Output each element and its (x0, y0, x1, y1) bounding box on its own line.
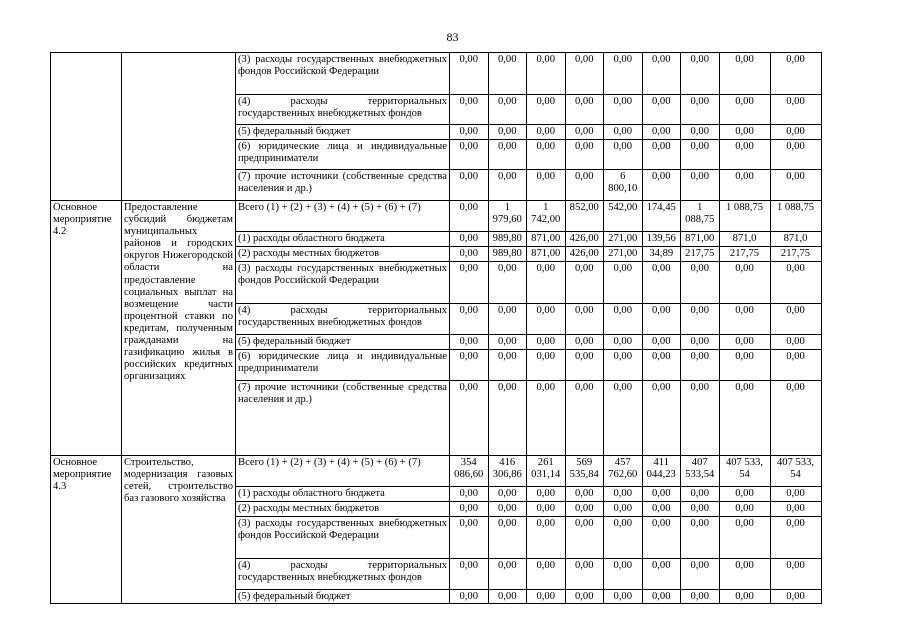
funding-table (50, 52, 822, 604)
value-cell: 0,00 (450, 335, 489, 350)
value-cell: 0,00 (527, 590, 566, 604)
value-cell: 0,00 (488, 125, 527, 140)
value-cell: 0,00 (450, 590, 489, 604)
measure-cell: Основное мероприятие 4.2 (51, 201, 122, 456)
funding-source-cell: (5) федеральный бюджет (236, 125, 450, 140)
value-cell: 0,00 (719, 381, 770, 456)
value-cell: 0,00 (604, 350, 643, 381)
value-cell: 1 088,75 (681, 201, 720, 232)
value-cell: 0,00 (604, 304, 643, 335)
funding-source-cell: (4) расходы территориальных государственных внебюджетных фондов (236, 559, 450, 590)
value-cell: 0,00 (450, 201, 489, 232)
value-cell: 0,00 (681, 53, 720, 95)
value-cell: 407 533, 54 (770, 456, 821, 487)
value-cell: 271,00 (604, 247, 643, 262)
value-cell: 407 533, 54 (719, 456, 770, 487)
value-cell: 0,00 (719, 140, 770, 170)
value-cell: 457 762,60 (604, 456, 643, 487)
value-cell: 0,00 (565, 335, 604, 350)
value-cell: 0,00 (488, 95, 527, 125)
value-cell: 0,00 (681, 559, 720, 590)
value-cell: 0,00 (719, 304, 770, 335)
value-cell: 0,00 (681, 170, 720, 201)
value-cell: 0,00 (488, 53, 527, 95)
table-row (51, 456, 822, 487)
value-cell: 217,75 (719, 247, 770, 262)
value-cell: 0,00 (681, 487, 720, 502)
value-cell: 0,00 (719, 170, 770, 201)
value-cell: 0,00 (488, 350, 527, 381)
value-cell: 0,00 (770, 95, 821, 125)
value-cell: 416 306,86 (488, 456, 527, 487)
funding-source-cell: (1) расходы областного бюджета (236, 487, 450, 502)
value-cell: 0,00 (450, 53, 489, 95)
value-cell: 426,00 (565, 247, 604, 262)
value-cell: 0,00 (719, 53, 770, 95)
value-cell: 0,00 (450, 559, 489, 590)
value-cell: 0,00 (527, 381, 566, 456)
value-cell: 0,00 (681, 304, 720, 335)
value-cell: 0,00 (565, 95, 604, 125)
value-cell: 871,00 (681, 232, 720, 247)
value-cell: 0,00 (565, 350, 604, 381)
value-cell: 0,00 (770, 140, 821, 170)
value-cell: 0,00 (450, 350, 489, 381)
value-cell: 217,75 (681, 247, 720, 262)
value-cell: 0,00 (642, 335, 681, 350)
value-cell: 0,00 (681, 262, 720, 304)
value-cell: 0,00 (450, 247, 489, 262)
value-cell: 0,00 (681, 335, 720, 350)
value-cell: 871,0 (719, 232, 770, 247)
value-cell: 569 535,84 (565, 456, 604, 487)
value-cell: 0,00 (604, 262, 643, 304)
description-cell: Строительство, модернизация газовых сетей, строительство баз газового хозяйства (122, 456, 236, 604)
value-cell: 0,00 (719, 559, 770, 590)
value-cell: 0,00 (450, 487, 489, 502)
value-cell: 0,00 (527, 517, 566, 559)
value-cell: 0,00 (681, 381, 720, 456)
value-cell: 0,00 (681, 140, 720, 170)
value-cell: 0,00 (642, 502, 681, 517)
value-cell: 0,00 (719, 95, 770, 125)
value-cell: 0,00 (770, 125, 821, 140)
value-cell: 871,00 (527, 247, 566, 262)
value-cell: 0,00 (642, 170, 681, 201)
value-cell: 174,45 (642, 201, 681, 232)
value-cell: 0,00 (604, 95, 643, 125)
value-cell: 1 088,75 (770, 201, 821, 232)
value-cell: 0,00 (719, 262, 770, 304)
value-cell: 0,00 (681, 590, 720, 604)
value-cell: 0,00 (565, 502, 604, 517)
value-cell: 0,00 (488, 487, 527, 502)
value-cell: 0,00 (770, 559, 821, 590)
value-cell: 0,00 (450, 95, 489, 125)
funding-source-cell: (6) юридические лица и индивидуальные предприниматели (236, 350, 450, 381)
funding-source-cell: (5) федеральный бюджет (236, 590, 450, 604)
value-cell: 0,00 (565, 381, 604, 456)
value-cell: 0,00 (450, 232, 489, 247)
value-cell: 0,00 (604, 381, 643, 456)
table-row (51, 53, 822, 95)
page-number: 83 (446, 30, 459, 44)
value-cell: 0,00 (604, 125, 643, 140)
value-cell: 0,00 (642, 125, 681, 140)
value-cell: 1 742,00 (527, 201, 566, 232)
value-cell: 6 800,10 (604, 170, 643, 201)
value-cell: 0,00 (770, 517, 821, 559)
value-cell: 0,00 (565, 140, 604, 170)
value-cell: 407 533,54 (681, 456, 720, 487)
value-cell: 0,00 (488, 140, 527, 170)
funding-source-cell: (6) юридические лица и индивидуальные предприниматели (236, 140, 450, 170)
value-cell: 0,00 (642, 590, 681, 604)
value-cell: 0,00 (527, 125, 566, 140)
value-cell: 0,00 (450, 262, 489, 304)
value-cell: 261 031,14 (527, 456, 566, 487)
value-cell: 0,00 (642, 95, 681, 125)
table-row (51, 201, 822, 232)
value-cell: 852,00 (565, 201, 604, 232)
value-cell: 0,00 (488, 170, 527, 201)
value-cell: 0,00 (565, 559, 604, 590)
value-cell: 0,00 (681, 517, 720, 559)
value-cell: 871,0 (770, 232, 821, 247)
value-cell: 0,00 (770, 487, 821, 502)
value-cell: 0,00 (488, 304, 527, 335)
value-cell: 0,00 (450, 304, 489, 335)
value-cell: 0,00 (604, 335, 643, 350)
value-cell: 0,00 (565, 590, 604, 604)
value-cell: 0,00 (527, 95, 566, 125)
description-cell (122, 53, 236, 201)
funding-source-cell: Всего (1) + (2) + (3) + (4) + (5) + (6) + (7) (236, 456, 450, 487)
funding-source-cell: Всего (1) + (2) + (3) + (4) + (5) + (6) + (7) (236, 201, 450, 232)
value-cell: 0,00 (681, 350, 720, 381)
value-cell: 0,00 (770, 304, 821, 335)
value-cell: 0,00 (565, 262, 604, 304)
value-cell: 0,00 (719, 350, 770, 381)
value-cell: 0,00 (770, 53, 821, 95)
value-cell: 354 086,60 (450, 456, 489, 487)
value-cell: 0,00 (770, 170, 821, 201)
value-cell: 0,00 (565, 53, 604, 95)
value-cell: 0,00 (604, 487, 643, 502)
value-cell: 217,75 (770, 247, 821, 262)
value-cell: 0,00 (488, 335, 527, 350)
measure-cell (51, 53, 122, 201)
funding-source-cell: (5) федеральный бюджет (236, 335, 450, 350)
value-cell: 34,89 (642, 247, 681, 262)
funding-source-cell: (7) прочие источники (собственные средства населения и др.) (236, 381, 450, 456)
value-cell: 0,00 (604, 502, 643, 517)
value-cell: 0,00 (488, 262, 527, 304)
value-cell: 411 044,23 (642, 456, 681, 487)
value-cell: 271,00 (604, 232, 643, 247)
value-cell: 0,00 (642, 262, 681, 304)
value-cell: 0,00 (488, 559, 527, 590)
value-cell: 0,00 (450, 517, 489, 559)
value-cell: 0,00 (488, 590, 527, 604)
value-cell: 0,00 (770, 350, 821, 381)
value-cell: 0,00 (527, 140, 566, 170)
funding-source-cell: (2) расходы местных бюджетов (236, 247, 450, 262)
measure-cell: Основное мероприятие 4.3 (51, 456, 122, 604)
value-cell: 0,00 (719, 502, 770, 517)
funding-source-cell: (4) расходы территориальных государственных внебюджетных фондов (236, 95, 450, 125)
value-cell: 542,00 (604, 201, 643, 232)
funding-source-cell: (7) прочие источники (собственные средства населения и др.) (236, 170, 450, 201)
value-cell: 0,00 (450, 502, 489, 517)
value-cell: 0,00 (565, 487, 604, 502)
value-cell: 0,00 (450, 125, 489, 140)
value-cell: 0,00 (527, 304, 566, 335)
value-cell: 0,00 (450, 381, 489, 456)
value-cell: 0,00 (719, 517, 770, 559)
value-cell: 0,00 (527, 350, 566, 381)
value-cell: 0,00 (604, 590, 643, 604)
value-cell: 0,00 (450, 140, 489, 170)
funding-source-cell: (4) расходы территориальных государственных внебюджетных фондов (236, 304, 450, 335)
value-cell: 0,00 (527, 502, 566, 517)
value-cell: 0,00 (565, 125, 604, 140)
value-cell: 0,00 (527, 487, 566, 502)
value-cell: 0,00 (527, 559, 566, 590)
value-cell: 0,00 (719, 590, 770, 604)
value-cell: 0,00 (527, 53, 566, 95)
value-cell: 1 979,60 (488, 201, 527, 232)
value-cell: 0,00 (770, 590, 821, 604)
value-cell: 0,00 (565, 517, 604, 559)
value-cell: 0,00 (642, 53, 681, 95)
value-cell: 0,00 (642, 381, 681, 456)
value-cell: 1 088,75 (719, 201, 770, 232)
value-cell: 0,00 (604, 53, 643, 95)
value-cell: 989,80 (488, 232, 527, 247)
value-cell: 0,00 (642, 559, 681, 590)
value-cell: 0,00 (488, 502, 527, 517)
value-cell: 0,00 (604, 140, 643, 170)
funding-source-cell: (3) расходы государственных внебюджетных фондов Российской Федерации (236, 262, 450, 304)
value-cell: 0,00 (527, 170, 566, 201)
value-cell: 0,00 (527, 262, 566, 304)
value-cell: 139,56 (642, 232, 681, 247)
value-cell: 0,00 (770, 381, 821, 456)
value-cell: 426,00 (565, 232, 604, 247)
value-cell: 0,00 (770, 502, 821, 517)
value-cell: 0,00 (604, 559, 643, 590)
funding-source-cell: (3) расходы государственных внебюджетных фондов Российской Федерации (236, 517, 450, 559)
value-cell: 0,00 (719, 335, 770, 350)
value-cell: 0,00 (527, 335, 566, 350)
description-cell: Предоставление субсидий бюджетам муниципальных районов и городских округов Нижегородской области на предоставление социальных выплат на возмещение части процентной ставки по кредитам, полученным гражданами на газификацию жилья в российских кредитных организациях (122, 201, 236, 456)
value-cell: 0,00 (719, 125, 770, 140)
funding-source-cell: (2) расходы местных бюджетов (236, 502, 450, 517)
value-cell: 0,00 (488, 381, 527, 456)
value-cell: 0,00 (488, 517, 527, 559)
value-cell: 0,00 (642, 350, 681, 381)
value-cell: 0,00 (642, 140, 681, 170)
value-cell: 0,00 (565, 170, 604, 201)
value-cell: 0,00 (681, 125, 720, 140)
value-cell: 0,00 (565, 304, 604, 335)
value-cell: 0,00 (604, 517, 643, 559)
value-cell: 0,00 (770, 262, 821, 304)
value-cell: 0,00 (770, 335, 821, 350)
value-cell: 0,00 (642, 517, 681, 559)
value-cell: 0,00 (450, 170, 489, 201)
value-cell: 989,80 (488, 247, 527, 262)
value-cell: 0,00 (642, 487, 681, 502)
value-cell: 871,00 (527, 232, 566, 247)
value-cell: 0,00 (681, 95, 720, 125)
funding-source-cell: (1) расходы областного бюджета (236, 232, 450, 247)
value-cell: 0,00 (681, 502, 720, 517)
value-cell: 0,00 (719, 487, 770, 502)
value-cell: 0,00 (642, 304, 681, 335)
funding-source-cell: (3) расходы государственных внебюджетных фондов Российской Федерации (236, 53, 450, 95)
